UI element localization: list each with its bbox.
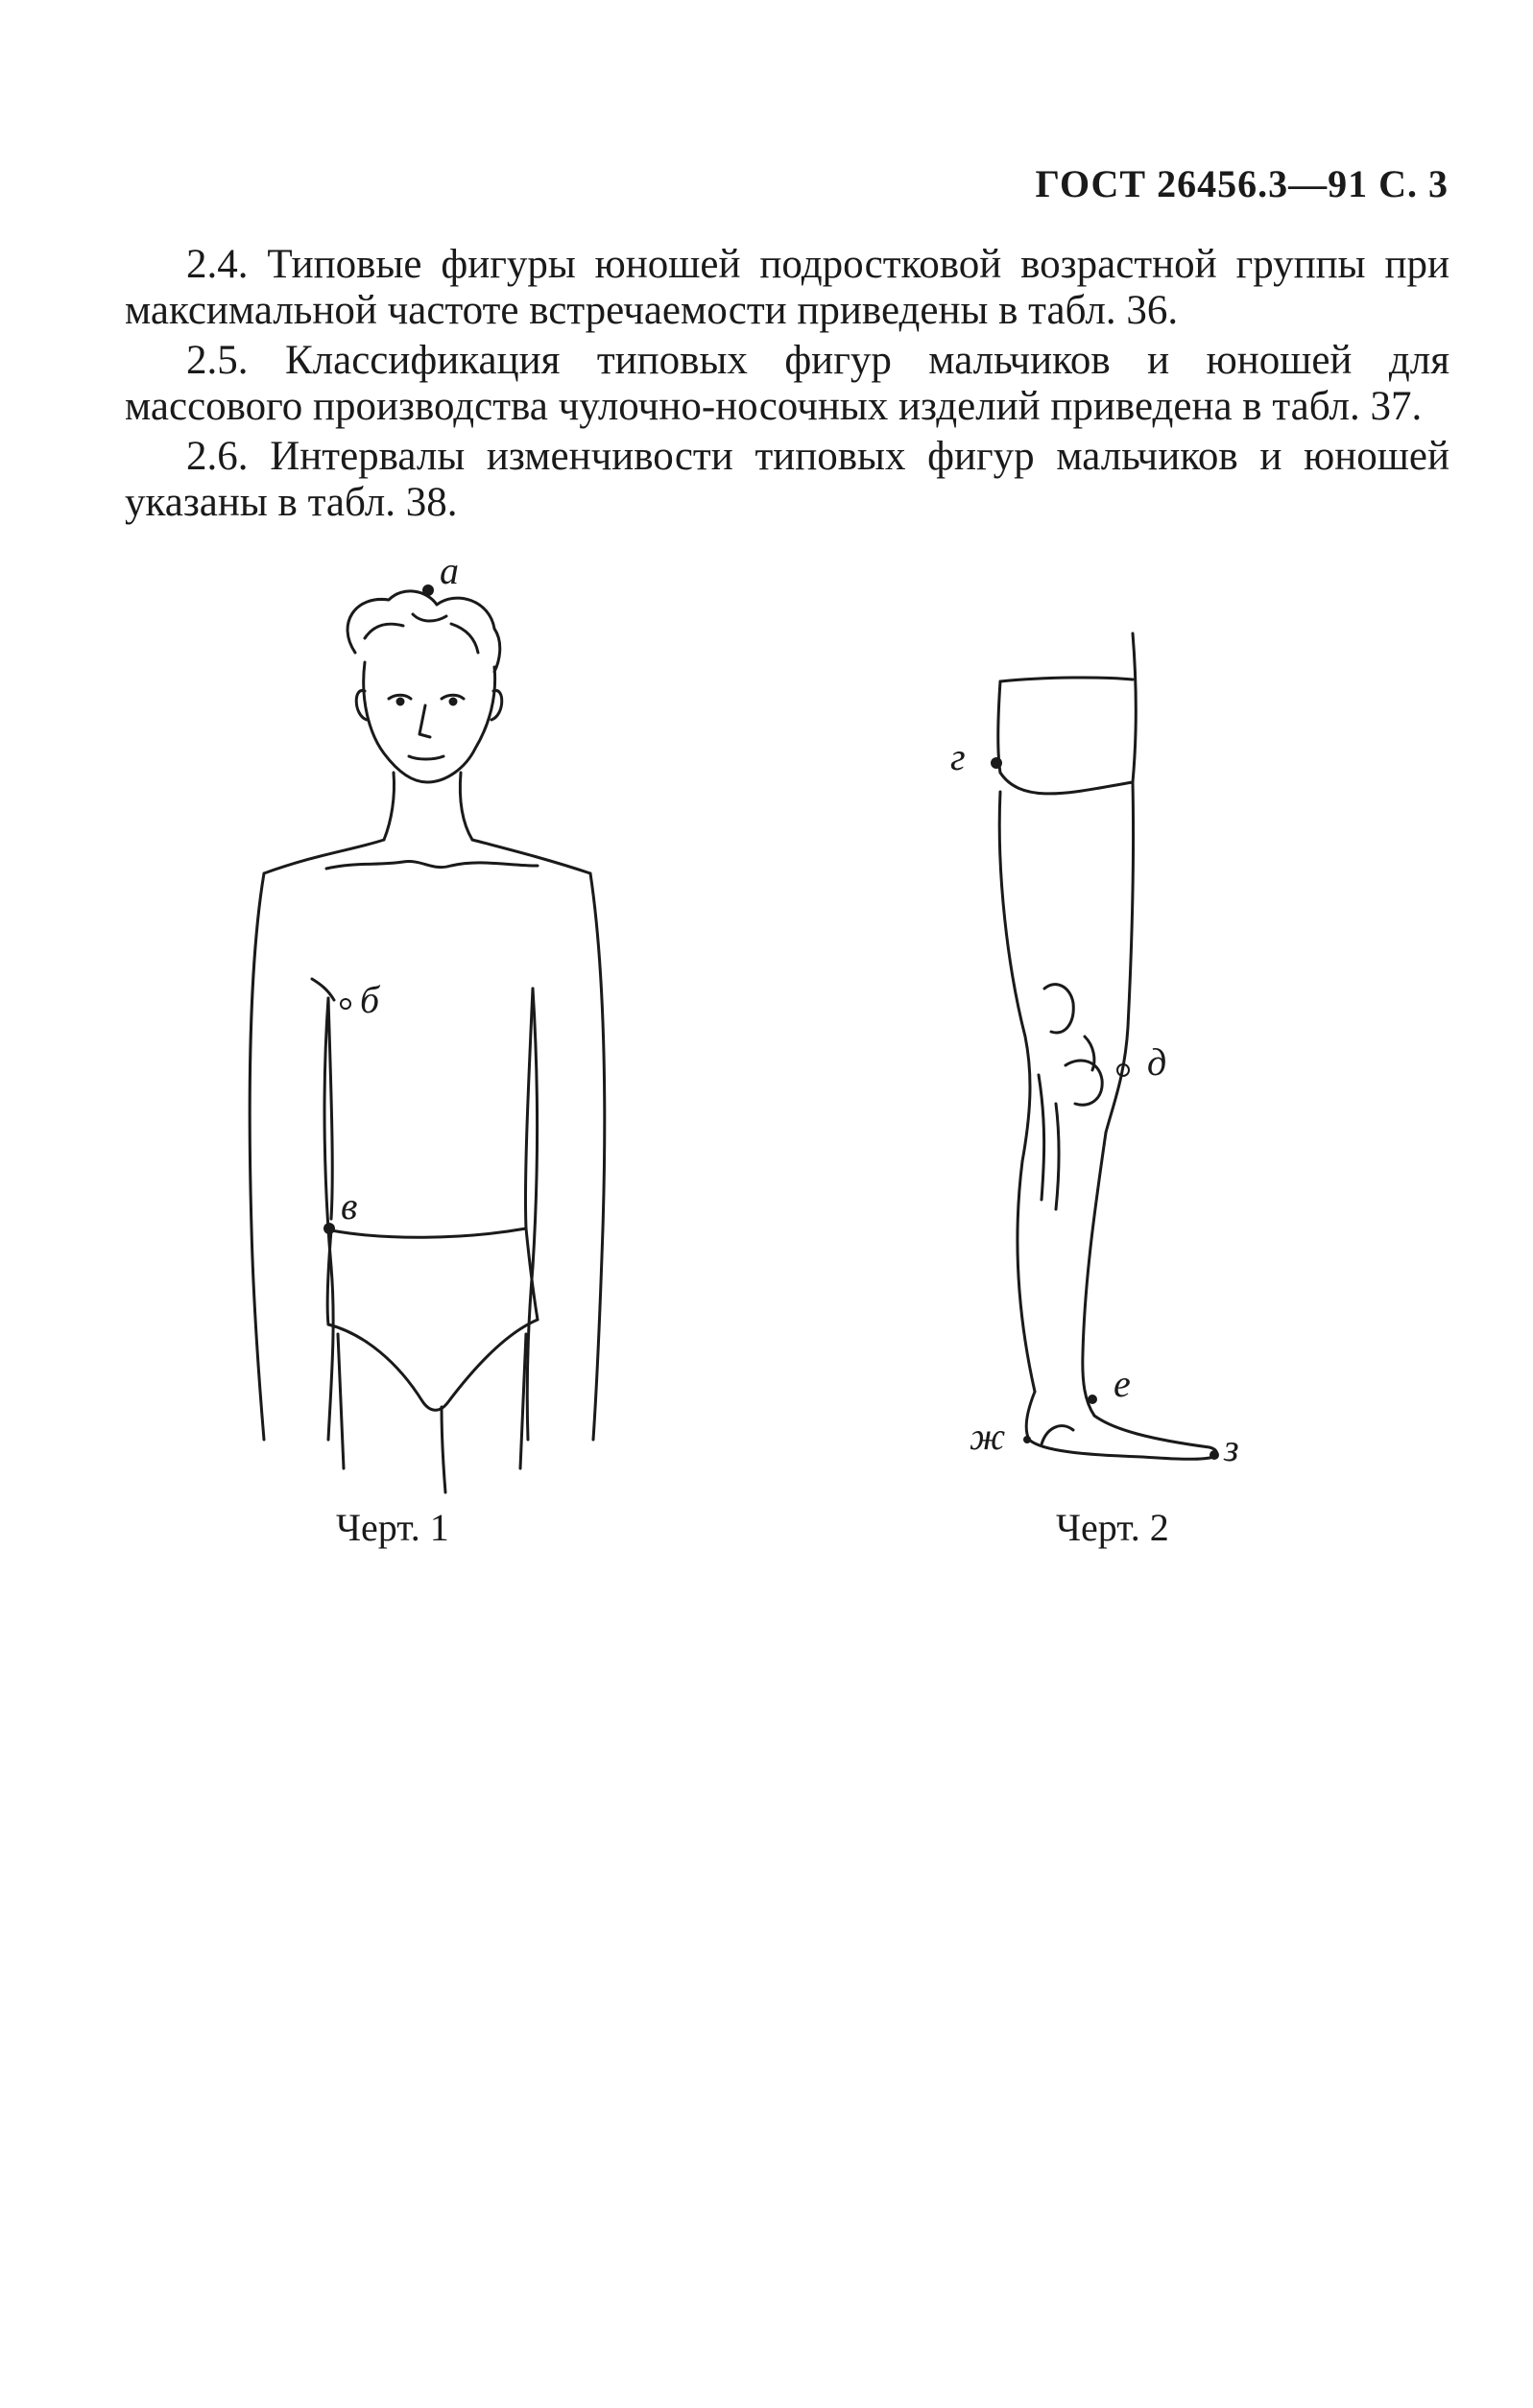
paragraph-2-4 xyxy=(125,242,1449,334)
point-v-marker xyxy=(323,1223,335,1234)
figure-2-leg-side xyxy=(931,624,1258,1478)
paragraph-number: 2.6. xyxy=(186,434,249,479)
point-b-marker xyxy=(341,999,350,1009)
point-z-marker xyxy=(1210,1450,1219,1460)
paragraph-number: 2.5. xyxy=(186,338,249,383)
figure-1-body-front xyxy=(221,557,624,1497)
paragraph-number: 2.4. xyxy=(186,242,249,287)
point-b-label: б xyxy=(360,978,380,1021)
figure-1-caption: Черт. 1 xyxy=(336,1506,449,1549)
paragraph-text: Типовые фигуры юношей подростковой возрастной группы при максимальной частоте встречаемости приведены в табл. 36. xyxy=(125,242,1449,333)
point-e-label: е xyxy=(1114,1362,1131,1405)
point-z-label: з xyxy=(1224,1426,1239,1469)
paragraph-text: Классификация типовых фигур мальчиков и юношей для массового производства чулочно-носочных изделий приведена в табл. 37. xyxy=(125,338,1449,429)
paragraph-text: Интервалы изменчивости типовых фигур мальчиков и юношей указаны в табл. 38. xyxy=(125,434,1449,525)
paragraph-2-5 xyxy=(125,338,1449,430)
point-a-label: а xyxy=(440,557,459,592)
point-g-label: г xyxy=(950,735,966,778)
body-text xyxy=(125,242,1449,530)
figure-2-drawing xyxy=(931,624,1258,1478)
point-zh-label: ж xyxy=(970,1415,1006,1458)
page-header xyxy=(1035,161,1449,206)
point-v-label: в xyxy=(341,1184,358,1228)
page-number: С. 3 xyxy=(1378,162,1449,205)
paragraph-2-6 xyxy=(125,434,1449,526)
standard-number: ГОСТ 26456.3—91 xyxy=(1035,162,1369,205)
figure-1-drawing xyxy=(221,557,624,1497)
point-a-marker xyxy=(422,584,434,596)
point-g-marker xyxy=(991,757,1002,769)
point-d-label: д xyxy=(1147,1040,1167,1084)
figure-2-caption: Черт. 2 xyxy=(1056,1506,1169,1549)
point-e-marker xyxy=(1088,1395,1097,1404)
point-zh-marker xyxy=(1023,1436,1031,1443)
